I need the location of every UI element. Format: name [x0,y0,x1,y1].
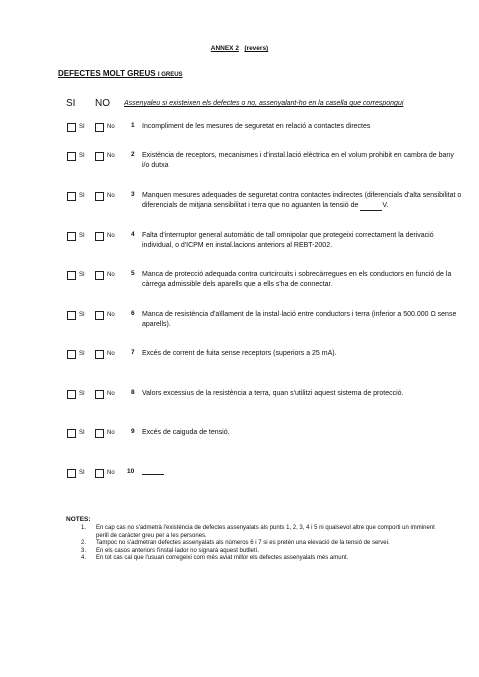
checkbox-si-5[interactable] [67,271,76,280]
defect-text: Excés de caiguda de tensió. [142,429,230,436]
column-header-no: NO [95,98,110,109]
checkbox-label-no: No [107,312,115,318]
instruction-text: Assenyaleu si existeixen els defectes o no, assenyalant-ho en la casella que correspongui [124,100,404,107]
checkbox-no-6[interactable] [95,311,104,320]
note-number: 1. [81,525,87,531]
voltage-blank-field[interactable] [360,203,382,211]
note-text: Tampoc no s'admetran defectes assenyalats als números 6 i 7 si es pretén una elevació de la tensió de servei. [96,540,390,546]
checkbox-label-si: SI [79,193,85,199]
other-defect-blank-field[interactable] [142,474,164,475]
defect-number: 1 [131,122,135,129]
defect-text: Manca de resistència d'aïllament de la instal·lació entre conductors i terra (inferior a 500.000 Ω sense aparells). [142,311,457,328]
checkbox-si-8[interactable] [67,390,76,399]
checkbox-no-1[interactable] [95,123,104,132]
defect-text: Existència de receptors, mecanismes i d'instal.lació elèctrica en el volum prohibit en cambra de bany i/o dutxa [142,152,454,169]
checkbox-label-no: No [107,272,115,278]
annex-title: ANNEX 2 (revers) [210,45,269,52]
checkbox-label-si: SI [79,312,85,318]
checkbox-label-no: No [107,351,115,357]
section-title: DEFECTES MOLT GREUS I GREUS [58,69,183,78]
defect-number: 3 [131,191,135,198]
checkbox-label-no: No [107,470,115,476]
checkbox-no-3[interactable] [95,192,104,201]
checkbox-si-9[interactable] [67,429,76,438]
checkbox-label-no: No [107,391,115,397]
checkbox-label-si: SI [79,430,85,436]
checkbox-label-no: No [107,233,115,239]
defect-number: 10 [127,468,135,475]
checkbox-si-1[interactable] [67,123,76,132]
defect-text: Incompliment de les mesures de seguretat en relació a contactes directes [142,123,371,130]
checkbox-si-4[interactable] [67,232,76,241]
notes-list [66,525,446,563]
note-item [66,555,446,563]
defect-number: 9 [131,428,135,435]
checkbox-no-2[interactable] [95,152,104,161]
defect-text-main: Manquen mesures adequades de seguretat contra contactes indirectes (diferencials d'alta sensibilitat o diferencials de mitjana sensibilitat i terra que no aguanten la tensió de [142,192,462,209]
checkbox-label-no: No [107,430,115,436]
checkbox-label-no: No [107,124,115,130]
checkbox-label-no: No [107,193,115,199]
checkbox-si-2[interactable] [67,152,76,161]
checkbox-si-3[interactable] [67,192,76,201]
note-text: En tot cas cal que l'usuari corregeixi com més aviat millor els defectes assenyalats més amunt. [96,555,349,561]
checkbox-label-si: SI [79,124,85,130]
defect-number: 5 [131,270,135,277]
note-item [66,525,446,540]
defect-number: 8 [131,389,135,396]
checkbox-label-si: SI [79,391,85,397]
checkbox-no-7[interactable] [95,350,104,359]
defect-text: Excés de corrent de fuita sense receptors (superiors a 25 mA). [142,350,337,357]
defect-text-end: V. [382,202,389,209]
checkbox-si-10[interactable] [67,469,76,478]
defect-number: 4 [131,231,135,238]
defect-text: Manca de protecció adequada contra curtcircuits i sobrecàrregues en els conductors en funció de la càrrega admissible dels aparells que a ells s'ha de connectar. [142,271,452,288]
checkbox-label-si: SI [79,272,85,278]
column-header-si: SI [66,98,76,109]
checkbox-si-6[interactable] [67,311,76,320]
note-text: En cap cas no s'admetrà l'existència de defectes assenyalats als punts 1, 2, 3, 4 i 5 ni qualsevol altre que comporti un imminent perill de caràcter greu per a les persones. [96,525,435,539]
checkbox-label-si: SI [79,351,85,357]
defect-number: 6 [131,310,135,317]
checkbox-label-si: SI [79,153,85,159]
checkbox-no-8[interactable] [95,390,104,399]
defect-number: 7 [131,349,135,356]
defect-text: Valors excessius de la resistència a terra, quan s'utilitzi aquest sistema de protecció. [142,390,404,397]
checkbox-no-10[interactable] [95,469,104,478]
note-number: 2. [81,540,87,546]
checkbox-no-4[interactable] [95,232,104,241]
checkbox-label-no: No [107,153,115,159]
checkbox-label-si: SI [79,233,85,239]
note-number: 4. [81,555,87,561]
defect-text: Falta d'interruptor general automàtic de tall omnipolar que protegeixi correctament la derivació individual, o d'ICPM en instal.lacions anteriors al REBT-2002. [142,232,434,249]
defect-text [142,191,462,211]
checkbox-no-9[interactable] [95,429,104,438]
note-number: 3. [81,547,87,554]
note-item [66,548,446,556]
notes-title: NOTES: [66,516,91,523]
checkbox-no-5[interactable] [95,271,104,280]
defect-number: 2 [131,151,135,158]
checkbox-si-7[interactable] [67,350,76,359]
note-text: En els casos anteriors l'instal·lador no signarà aquest butlletí. [96,547,259,554]
checkbox-label-si: SI [79,470,85,476]
note-item [66,540,446,548]
